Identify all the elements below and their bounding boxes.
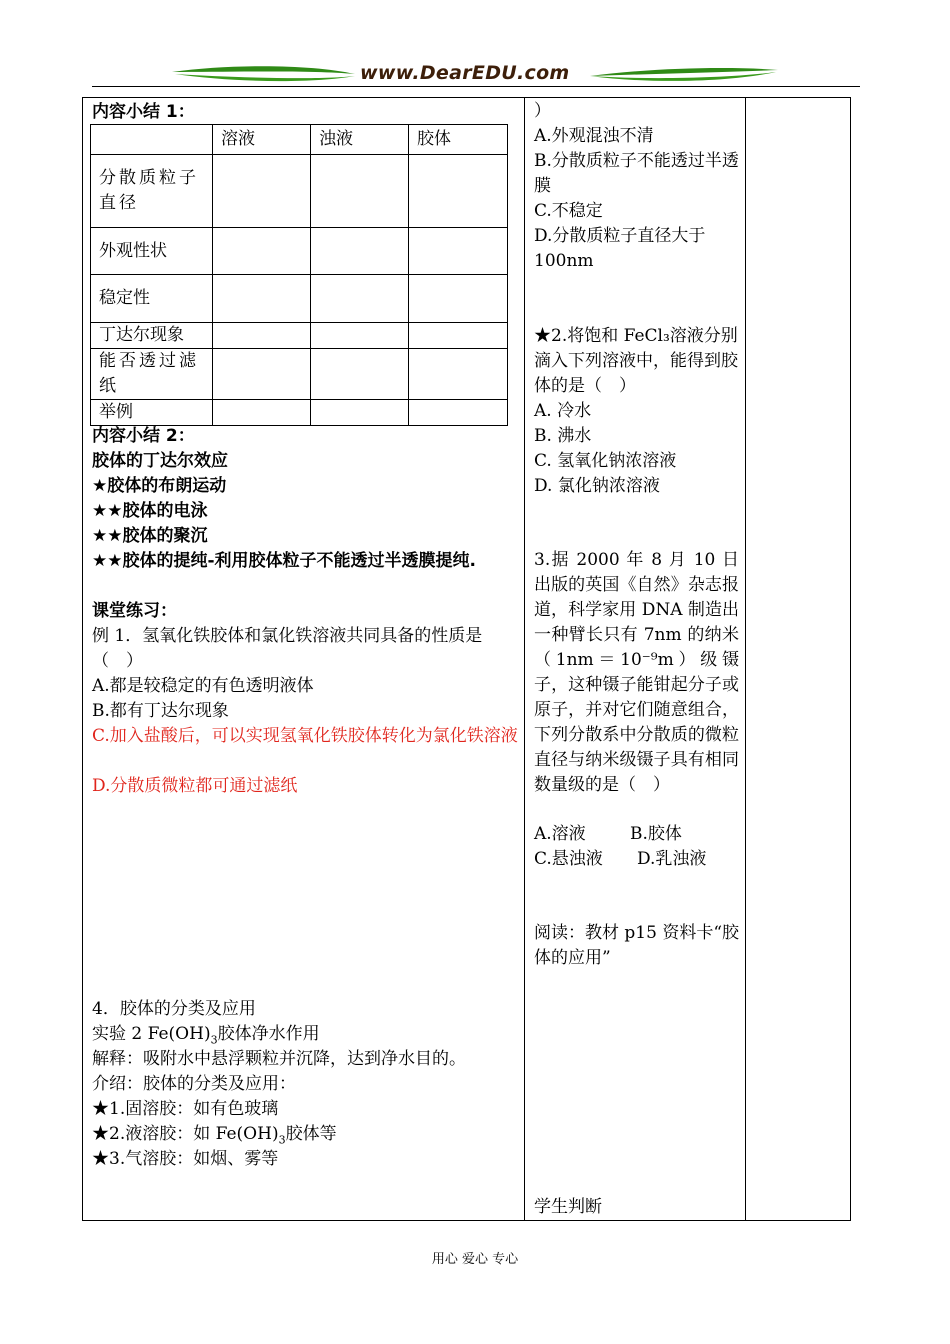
q1-option: D.分散质粒子直径大于 100nm [534,226,706,271]
q3-option: D.乳浊液 [637,849,707,869]
q3-option: A.溶液 [534,824,586,844]
example1-option-answer: C.加入盐酸后，可以实现氢氧化铁胶体转化为氯化铁溶液 [92,726,518,746]
table-header-blank [91,125,213,155]
experiment-text: 实验 2 Fe(OH) [92,1024,211,1044]
section4-intro: 介绍：胶体的分类及应用： [92,1074,296,1094]
summary2-item: ★★胶体的电泳 [92,501,208,521]
table-row-label: 丁达尔现象 [91,323,213,349]
q2-option: C. 氢氧化钠浓溶液 [534,451,677,471]
header-rule [92,86,860,87]
site-name: www.DearEDU.com [360,62,570,84]
summary2-title: 内容小结 2： [92,426,195,446]
section4-explanation: 解释：吸附水中悬浮颗粒并沉降，达到净水目的。 [92,1049,466,1069]
table-cell [213,228,311,275]
table-cell [311,228,409,275]
table-row-label: 分散质粒子直径 [91,155,213,228]
colloid-comparison-table [90,124,508,426]
page-footer: 用心 爱心 专心 [431,1252,519,1267]
table-cell [311,349,409,400]
table-cell [409,275,508,323]
example1-option: A.都是较稳定的有色透明液体 [92,676,314,696]
section4-item: ★3.气溶胶：如烟、雾等 [92,1149,279,1169]
table-header-colloid: 胶体 [409,125,508,155]
practice-title: 课堂练习： [92,601,177,621]
table-row-label: 稳定性 [91,275,213,323]
column-divider-2 [745,97,746,1221]
table-cell [409,155,508,228]
reading-note: 阅读：教材 p15 资料卡“胶体的应用” [534,923,740,968]
section4-item [92,1122,337,1147]
table-cell [213,155,311,228]
q1-option: C.不稳定 [534,201,603,221]
summary2-item: ★★胶体的提纯-利用胶体粒子不能透过半透膜提纯. [92,551,476,571]
table-row-label: 能否透过滤纸 [91,349,213,400]
table-cell [311,400,409,426]
table-header-suspension: 浊液 [311,125,409,155]
q2-stem: ★2.将饱和 FeCl₃溶液分别滴入下列溶液中，能得到胶体的是（ ） [534,326,738,396]
table-cell [213,349,311,400]
experiment-text: 胶体净水作用 [217,1024,320,1044]
table-cell [311,275,409,323]
example1-option-answer: D.分散质微粒都可通过滤纸 [92,776,298,796]
column-divider-1 [524,97,525,1221]
site-banner [170,60,780,88]
q1-option: A.外观混浊不清 [534,126,654,146]
student-judgement: 学生判断 [534,1197,602,1217]
table-cell [409,228,508,275]
q2-option: B. 沸水 [534,426,592,446]
table-header-solution: 溶液 [213,125,311,155]
table-cell [311,155,409,228]
q3-option: C.悬浊液 [534,849,603,869]
table-cell [213,323,311,349]
table-row-label: 外观性状 [91,228,213,275]
q2-option: D. 氯化钠浓溶液 [534,476,660,496]
q3-stem: 3.据 2000 年 8 月 10 日出版的英国《自然》杂志报道，科学家用 DNA 制造出一种臂长只有 7nm 的纳米（1nm＝10⁻⁹m）级镊子，这种镊子能钳起分子或原子，并对它们随意组合，下列分散系中分散质的微粒直径与纳米级镊子具有相同数量级的是（ ） [534,550,739,795]
q3-option: B.胶体 [630,824,682,844]
table-cell [409,323,508,349]
q1-tail: ） [534,101,551,121]
section4-experiment [92,1022,320,1047]
example1-option: B.都有丁达尔现象 [92,701,229,721]
table-cell [409,400,508,426]
table-cell [213,400,311,426]
summary1-title: 内容小结 1： [92,102,195,122]
summary2-item: 胶体的丁达尔效应 [92,451,228,471]
subscript: 3 [278,1133,286,1147]
section4-item: ★1.固溶胶：如有色玻璃 [92,1099,279,1119]
table-row-label: 举例 [91,400,213,426]
table-cell [409,349,508,400]
item-text: ★2.液溶胶：如 Fe(OH) [92,1124,279,1144]
item-text: 胶体等 [285,1124,337,1144]
subscript: 3 [210,1033,218,1047]
q2-option: A. 冷水 [534,401,592,421]
summary2-item: ★★胶体的聚沉 [92,526,208,546]
table-cell [311,323,409,349]
example1-stem: 例 1．氢氧化铁胶体和氯化铁溶液共同具备的性质是（ ） [92,626,483,671]
q1-option: B.分散质粒子不能透过半透膜 [534,151,739,196]
section4-title: 4．胶体的分类及应用 [92,999,256,1019]
table-cell [213,275,311,323]
summary2-item: ★胶体的布朗运动 [92,476,227,496]
